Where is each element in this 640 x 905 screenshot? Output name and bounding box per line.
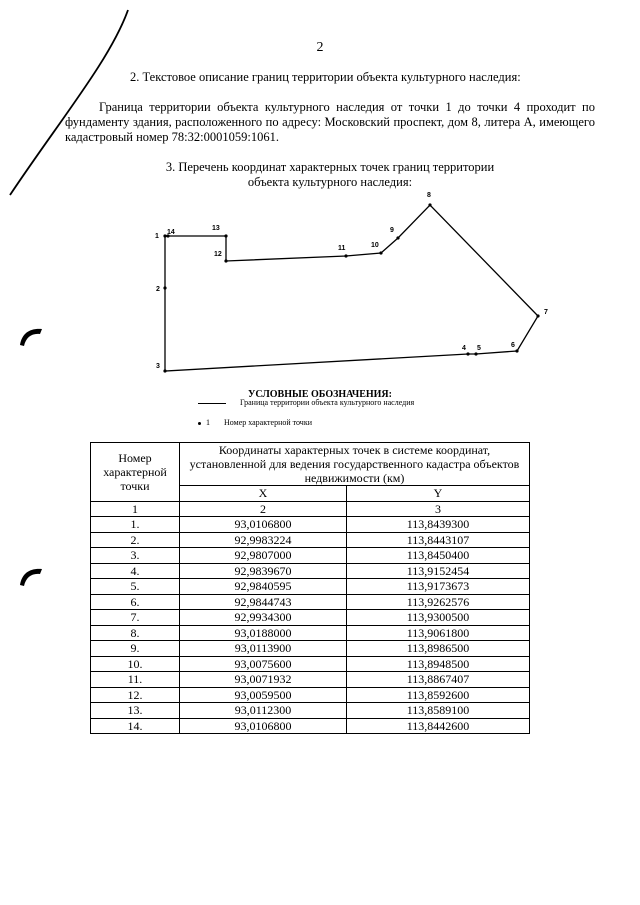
boundary-point-marker (224, 259, 227, 262)
boundary-point-label: 8 (427, 192, 431, 199)
boundary-point-label: 11 (338, 245, 346, 252)
y-cell: 113,8589100 (346, 703, 529, 719)
header-coordinates: Координаты характерных точек в системе координат, установленной для ведения государственного кадастра объектов недвижимости (км) (180, 443, 530, 486)
x-cell: 93,0112300 (180, 703, 347, 719)
x-cell: 93,0113900 (180, 641, 347, 657)
boundary-point-label: 4 (462, 345, 466, 352)
y-cell: 113,8439300 (346, 517, 529, 533)
table-row (91, 687, 530, 703)
boundary-point-marker (515, 349, 518, 352)
x-cell: 93,0106800 (180, 517, 347, 533)
x-cell: 93,0106800 (180, 718, 347, 734)
x-cell: 93,0059500 (180, 687, 347, 703)
boundary-point-label: 9 (390, 227, 394, 234)
header-x: X (180, 486, 347, 502)
table-row (91, 656, 530, 672)
section2-title: 2. Текстовое описание границ территории объекта культурного наследия: (130, 70, 521, 84)
point-number-cell: 7. (91, 610, 180, 626)
section3-title-line2: объекта культурного наследия: (247, 175, 413, 189)
point-number-cell: 4. (91, 563, 180, 579)
y-cell: 113,9262576 (346, 594, 529, 610)
x-cell: 92,9983224 (180, 532, 347, 548)
boundary-point-marker (224, 234, 227, 237)
y-cell: 113,8986500 (346, 641, 529, 657)
point-number-cell: 12. (91, 687, 180, 703)
boundary-point-label: 6 (511, 342, 515, 349)
boundary-point-label: 2 (156, 286, 160, 293)
boundary-point-marker (466, 352, 469, 355)
table-row (91, 532, 530, 548)
boundary-point-marker (474, 352, 477, 355)
table-row (91, 594, 530, 610)
point-number-cell: 13. (91, 703, 180, 719)
y-cell: 113,9152454 (346, 563, 529, 579)
y-cell: 113,8592600 (346, 687, 529, 703)
legend-boundary (198, 398, 428, 407)
boundary-point-marker (344, 254, 347, 257)
y-cell: 113,8867407 (346, 672, 529, 688)
table-row (91, 625, 530, 641)
legend-title: УСЛОВНЫЕ ОБОЗНАЧЕНИЯ: (248, 389, 392, 400)
legend-dot-swatch (198, 422, 201, 425)
section2-description: Граница территории объекта культурного наследия от точки 1 до точки 4 проходит по фундаменту здания, расположенного по адресу: Московский проспект, дом 8, литера А, имеющего кадастровый номер 78:32:0001059:1061. (65, 100, 595, 144)
point-number-cell: 11. (91, 672, 180, 688)
x-cell: 92,9807000 (180, 548, 347, 564)
table-row (91, 703, 530, 719)
x-cell: 92,9934300 (180, 610, 347, 626)
point-number-cell: 5. (91, 579, 180, 595)
boundary-point-label: 1 (155, 233, 159, 240)
legend-boundary-label: Граница территории объекта культурного наследия (240, 398, 415, 407)
index-cell: 3 (346, 501, 529, 517)
table-row (91, 579, 530, 595)
point-number-cell: 9. (91, 641, 180, 657)
boundary-point-label: 13 (212, 225, 220, 232)
x-cell: 93,0075600 (180, 656, 347, 672)
table-row (91, 610, 530, 626)
point-number-cell: 14. (91, 718, 180, 734)
y-cell: 113,8450400 (346, 548, 529, 564)
boundary-point-label: 12 (214, 251, 222, 258)
point-number-cell: 3. (91, 548, 180, 564)
boundary-point-label: 3 (156, 363, 160, 370)
boundary-point-marker (163, 286, 166, 289)
boundary-polygon (165, 205, 538, 371)
legend-point (198, 418, 312, 427)
point-number-cell: 8. (91, 625, 180, 641)
boundary-point-marker (428, 203, 431, 206)
boundary-point-marker (396, 236, 399, 239)
y-cell: 113,9300500 (346, 610, 529, 626)
table-row (91, 672, 530, 688)
index-cell: 1 (91, 501, 180, 517)
x-cell: 93,0071932 (180, 672, 347, 688)
boundary-point-label: 10 (371, 242, 379, 249)
boundary-point-label: 14 (167, 229, 175, 236)
table-row (91, 517, 530, 533)
legend-line-swatch (198, 403, 226, 404)
y-cell: 113,8442600 (346, 718, 529, 734)
boundary-point-marker (536, 314, 539, 317)
table-row (91, 548, 530, 564)
header-y: Y (346, 486, 529, 502)
point-number-cell: 10. (91, 656, 180, 672)
legend-point-label: Номер характерной точки (224, 418, 312, 427)
point-number-cell: 6. (91, 594, 180, 610)
table-row (91, 718, 530, 734)
x-cell: 93,0188000 (180, 625, 347, 641)
section3-title-line1: 3. Перечень координат характерных точек границ территории (165, 160, 495, 174)
y-cell: 113,8443107 (346, 532, 529, 548)
point-number-cell: 2. (91, 532, 180, 548)
table-row (91, 641, 530, 657)
coordinates-table (90, 442, 530, 734)
boundary-point-label: 5 (477, 345, 481, 352)
y-cell: 113,9173673 (346, 579, 529, 595)
index-cell: 2 (180, 501, 347, 517)
point-number-cell: 1. (91, 517, 180, 533)
boundary-point-label: 7 (544, 309, 548, 316)
page-number: 2 (316, 40, 324, 55)
x-cell: 92,9840595 (180, 579, 347, 595)
legend-point-symbol: 1 (206, 418, 210, 427)
boundary-point-marker (379, 251, 382, 254)
table-row (91, 563, 530, 579)
header-point-number: Номер характерной точки (91, 443, 180, 502)
boundary-point-marker (163, 369, 166, 372)
x-cell: 92,9839670 (180, 563, 347, 579)
x-cell: 92,9844743 (180, 594, 347, 610)
y-cell: 113,9061800 (346, 625, 529, 641)
y-cell: 113,8948500 (346, 656, 529, 672)
